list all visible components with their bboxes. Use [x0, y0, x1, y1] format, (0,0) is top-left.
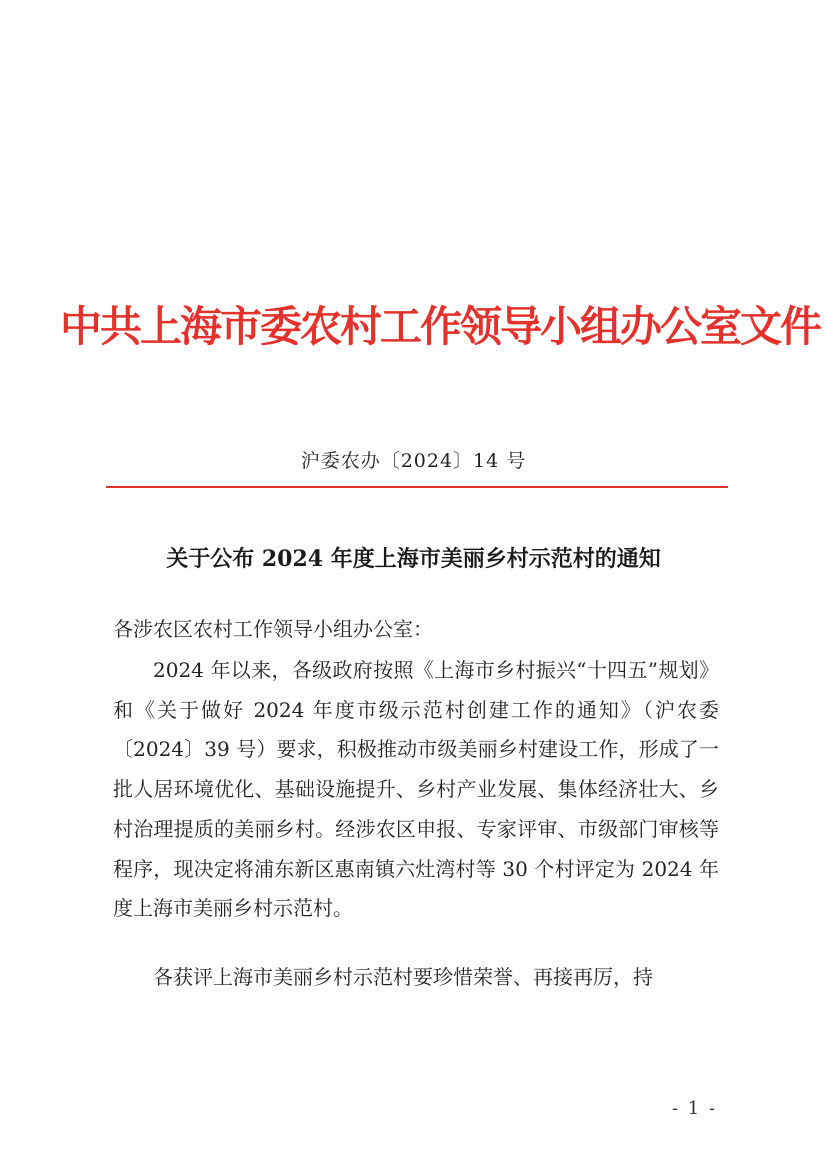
masthead-title: 中共上海市委农村工作领导小组办公室文件	[60, 302, 821, 351]
page-number: - 1 -	[672, 1098, 718, 1119]
document-title: 关于公布 2024 年度上海市美丽乡村示范村的通知	[166, 546, 661, 572]
body-paragraph: 各获评上海市美丽乡村示范村要珍惜荣誉、再接再厉，持	[153, 965, 653, 989]
addressee-line: 各涉农区农村工作领导小组办公室：	[113, 617, 433, 641]
document-number: 沪委农办〔2024〕14 号	[300, 450, 527, 472]
red-divider-line	[106, 486, 728, 488]
body-paragraph: 2024 年以来，各级政府按照《上海市乡村振兴“十四五”规划》和《关于做好 2024 年度市级示范村创建工作的通知》（沪农委〔2024〕39 号）要求，积极推动市级美丽乡村建设工作，形成了一批人居环境优化、基础设施提升、乡村产业发展、集体经济壮大、乡村治理提质的美丽乡村。经涉农区申报、专家评审、市级部门审核等程序，现决定将浦东新区惠南镇六灶湾村等 30 个村评定为 2024 年度上海市美丽乡村示范村。	[113, 658, 719, 921]
